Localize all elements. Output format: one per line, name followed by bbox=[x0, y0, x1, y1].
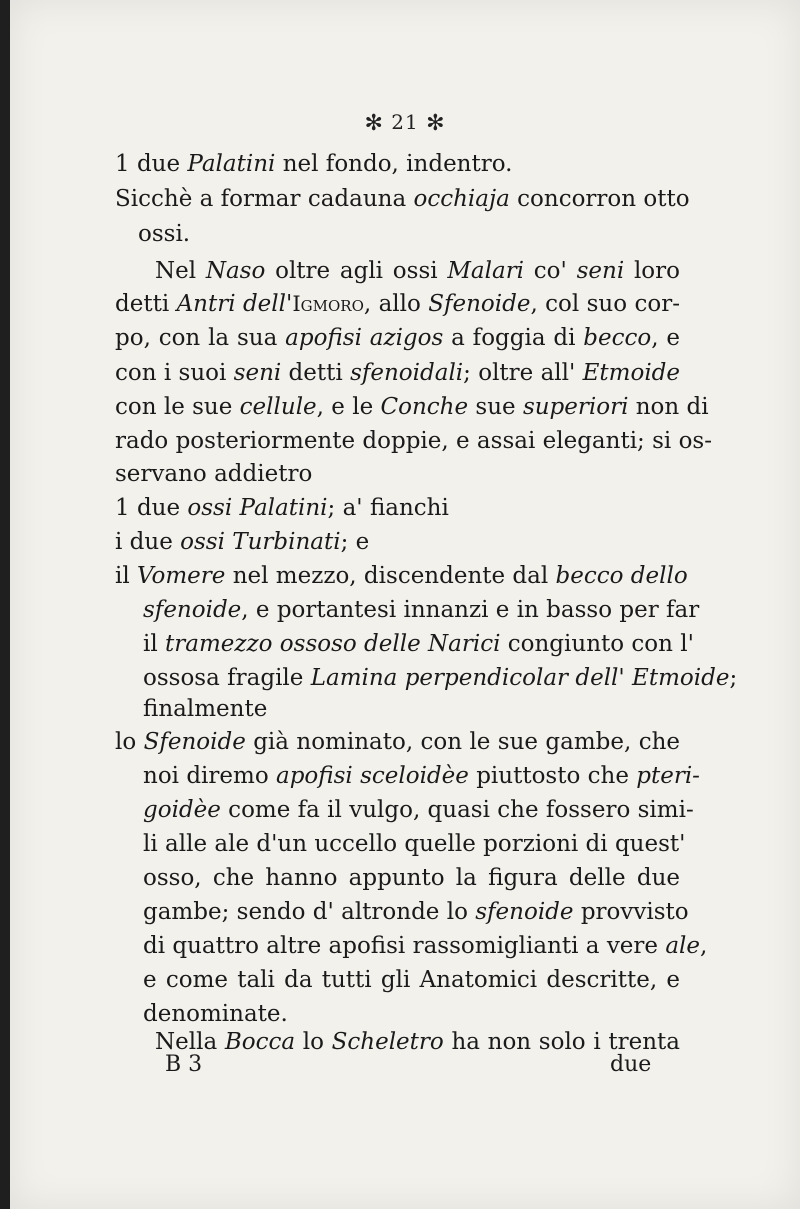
text-span: apofisi azigos bbox=[285, 325, 444, 351]
text-span: sue bbox=[468, 394, 523, 420]
text-line bbox=[143, 693, 680, 725]
text-line bbox=[115, 148, 680, 180]
ornament-right-icon: ✻ bbox=[426, 111, 446, 136]
ornament-left-icon: ✻ bbox=[364, 111, 384, 136]
text-span: piuttosto che bbox=[468, 763, 637, 789]
text-line bbox=[115, 391, 709, 423]
text-span: detti bbox=[115, 291, 177, 317]
text-line bbox=[115, 492, 680, 524]
text-line bbox=[143, 930, 708, 962]
text-span: seni bbox=[233, 360, 282, 386]
text-span: denominate. bbox=[143, 1001, 288, 1027]
text-line bbox=[143, 794, 694, 826]
text-span: gambe; sendo d' altronde lo bbox=[143, 899, 476, 925]
text-line bbox=[143, 896, 689, 928]
text-span: detti bbox=[281, 360, 351, 386]
text-span: di quattro altre apofisi rassomiglianti a vere bbox=[143, 933, 666, 959]
text-span: , col suo cor- bbox=[530, 291, 680, 317]
text-span: Naso bbox=[205, 258, 266, 284]
text-span: ; a' fianchi bbox=[327, 495, 449, 521]
text-span: pteri- bbox=[636, 763, 700, 789]
text-span: osso, che hanno appunto la figura delle due bbox=[143, 865, 680, 891]
text-line bbox=[143, 594, 700, 626]
text-span: 1 due bbox=[115, 151, 188, 177]
text-span: becco dello bbox=[555, 563, 688, 589]
text-span: sfenoide bbox=[475, 899, 574, 925]
text-span: il bbox=[115, 563, 138, 589]
text-span: occhiaja bbox=[413, 186, 510, 212]
book-page bbox=[10, 0, 800, 1209]
text-span: , bbox=[700, 933, 708, 959]
text-span: lo bbox=[115, 729, 144, 755]
text-line bbox=[115, 357, 680, 389]
text-span: lo bbox=[295, 1029, 332, 1055]
text-line bbox=[155, 255, 680, 287]
text-span: congiunto con l' bbox=[500, 631, 694, 657]
text-line bbox=[143, 760, 700, 792]
text-span: ; oltre all' bbox=[463, 360, 583, 386]
page-number: 21 bbox=[391, 110, 419, 134]
text-span: ossi. bbox=[138, 221, 191, 247]
text-span: , allo bbox=[363, 291, 429, 317]
text-span: già nominato, con le sue gambe, che bbox=[245, 729, 681, 755]
text-span: co' bbox=[524, 258, 577, 284]
text-span: seni bbox=[576, 258, 625, 284]
text-span: ha non solo i trenta bbox=[443, 1029, 680, 1055]
text-line bbox=[138, 218, 680, 250]
text-span: servano addietro bbox=[115, 461, 313, 487]
text-span: Etmoide bbox=[582, 360, 681, 386]
text-span: i due bbox=[115, 529, 181, 555]
text-line bbox=[143, 628, 694, 660]
text-span: e come tali da tutti gli Anatomici descritte, e bbox=[143, 967, 680, 993]
text-span: non di bbox=[628, 394, 709, 420]
text-line bbox=[115, 425, 713, 457]
text-span: Bocca bbox=[224, 1029, 296, 1055]
text-span: Antri dell' bbox=[176, 291, 293, 317]
text-span: , e bbox=[651, 325, 680, 351]
text-span: Lamina perpendicolar dell' Etmoide bbox=[310, 665, 730, 691]
text-span: ossi Turbinati bbox=[180, 529, 341, 555]
text-line bbox=[143, 662, 738, 694]
text-span: becco bbox=[583, 325, 652, 351]
text-span: Vomere bbox=[137, 563, 226, 589]
text-span: oltre agli ossi bbox=[265, 258, 448, 284]
text-span: , e portantesi innanzi e in basso per far bbox=[241, 597, 700, 623]
text-line bbox=[115, 322, 680, 354]
text-span: po, con la sua bbox=[115, 325, 286, 351]
text-span: cellule bbox=[239, 394, 317, 420]
text-span: Malari bbox=[447, 258, 525, 284]
text-span: Nella bbox=[155, 1029, 225, 1055]
signature-mark: B 3 bbox=[165, 1052, 203, 1077]
text-span: 1 due bbox=[115, 495, 188, 521]
text-span: ale bbox=[665, 933, 701, 959]
text-span: li alle ale d'un uccello quelle porzioni di quest' bbox=[143, 831, 686, 857]
text-line bbox=[143, 964, 680, 996]
text-span: sfenoide bbox=[143, 597, 242, 623]
text-span: finalmente bbox=[143, 696, 268, 722]
text-span: concorron otto bbox=[509, 186, 690, 212]
text-line bbox=[115, 183, 690, 215]
text-span: come fa il vulgo, quasi che fossero simi- bbox=[220, 797, 694, 823]
text-span: loro bbox=[624, 258, 680, 284]
text-span: Sicchè a formar cadauna bbox=[115, 186, 414, 212]
text-span: nel mezzo, discendente dal bbox=[225, 563, 556, 589]
text-span: ossi Palatini bbox=[187, 495, 328, 521]
text-span: il bbox=[143, 631, 166, 657]
text-span: sfenoidali bbox=[350, 360, 464, 386]
text-span: noi diremo bbox=[143, 763, 276, 789]
text-span: provvisto bbox=[573, 899, 689, 925]
text-span: con le sue bbox=[115, 394, 240, 420]
text-line bbox=[115, 560, 688, 592]
text-span: ossosa fragile bbox=[143, 665, 311, 691]
text-line bbox=[143, 828, 686, 860]
text-span: Scheletro bbox=[331, 1029, 444, 1055]
text-line bbox=[155, 1026, 680, 1058]
text-span: goidèe bbox=[143, 797, 221, 823]
text-line bbox=[115, 526, 680, 558]
text-span: nel fondo, indentro. bbox=[275, 151, 513, 177]
text-span: Igmoro bbox=[292, 292, 364, 316]
catchword: due bbox=[610, 1052, 652, 1077]
text-span: Sfenoide bbox=[143, 729, 246, 755]
text-span: apofisi sceloidèe bbox=[275, 763, 469, 789]
text-span: ; bbox=[729, 665, 738, 691]
page-header bbox=[10, 110, 800, 136]
text-span: Palatini bbox=[187, 151, 276, 177]
text-span: , e le bbox=[316, 394, 381, 420]
text-line bbox=[143, 862, 680, 894]
text-span: Nel bbox=[155, 258, 206, 284]
text-span: a foggia di bbox=[443, 325, 584, 351]
text-span: rado posteriormente doppie, e assai eleganti; si os- bbox=[115, 428, 713, 454]
text-line bbox=[115, 726, 680, 758]
text-span: superiori bbox=[522, 394, 629, 420]
text-line bbox=[115, 288, 680, 320]
text-span: con i suoi bbox=[115, 360, 234, 386]
text-line bbox=[115, 458, 680, 490]
text-span: Conche bbox=[380, 394, 469, 420]
text-span: Sfenoide bbox=[428, 291, 531, 317]
text-span: tramezzo ossoso delle Narici bbox=[165, 631, 501, 657]
text-span: ; e bbox=[340, 529, 370, 555]
